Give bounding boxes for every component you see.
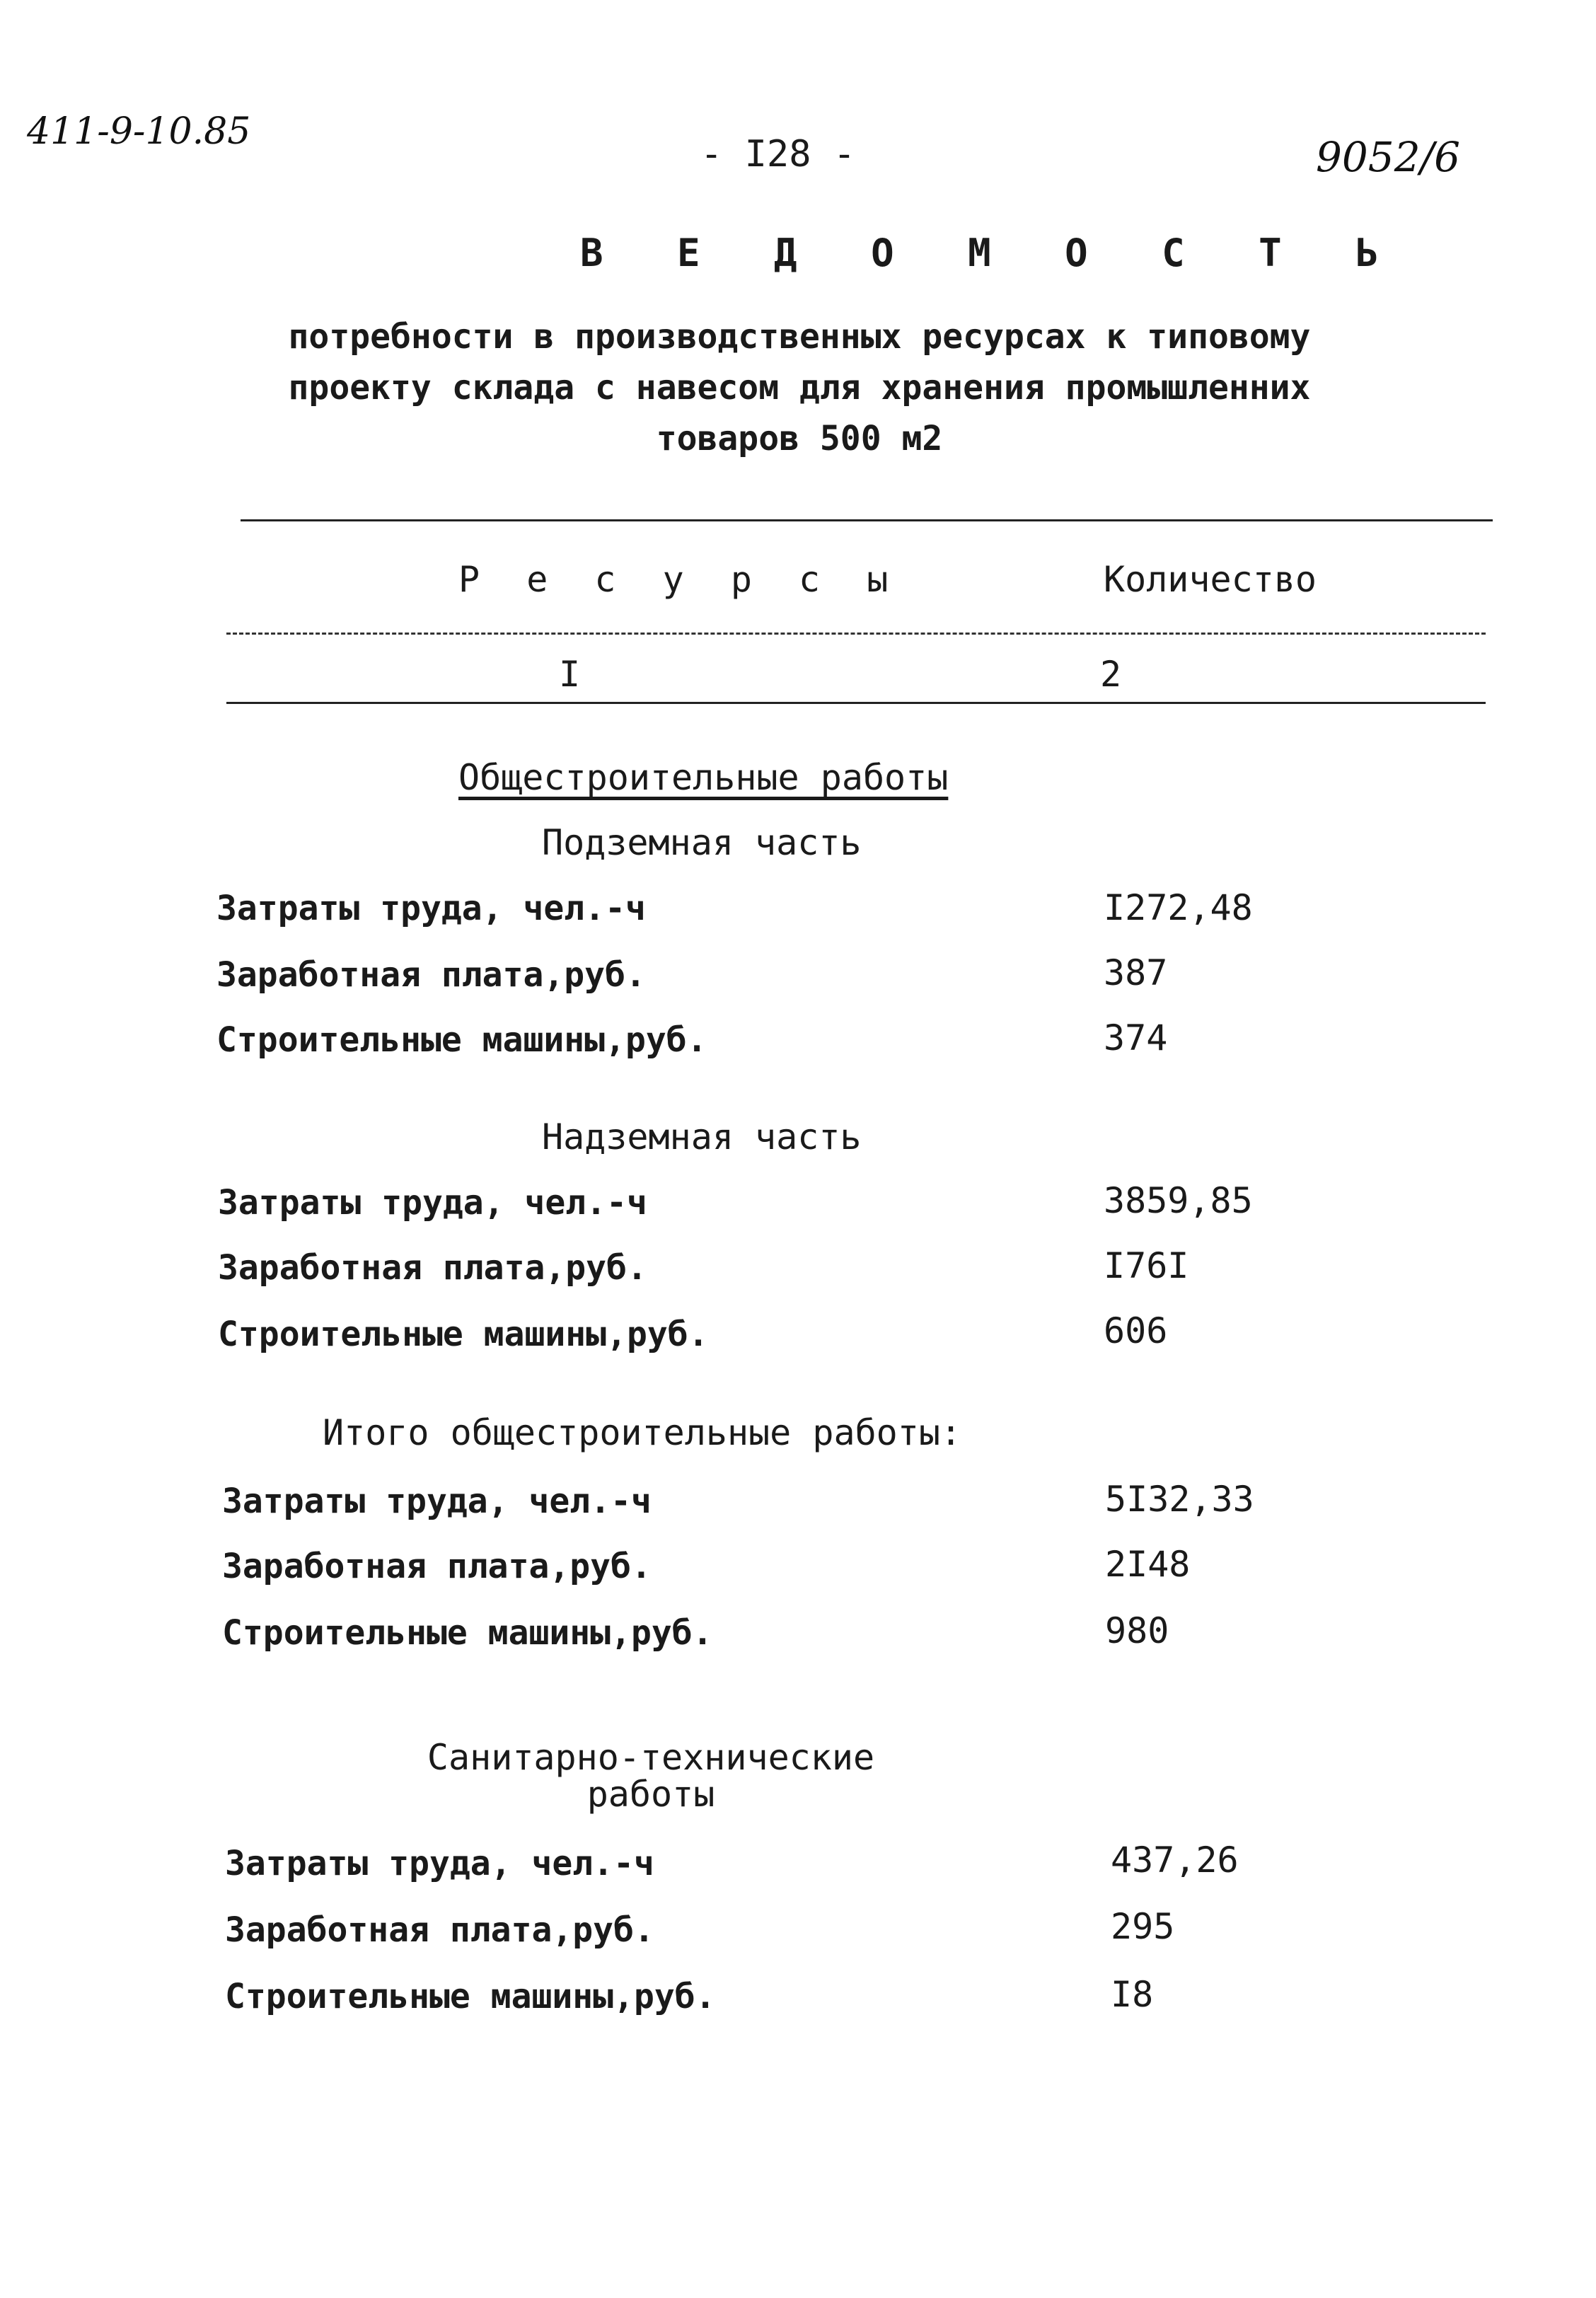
row-value: 5I32,33: [1105, 1479, 1254, 1520]
row-label: Строительные машины,руб.: [218, 1315, 709, 1354]
row-label: Строительные машины,руб.: [216, 1020, 707, 1060]
subtitle-line-1: потребности в производственных ресурсах к типовому: [288, 317, 1311, 357]
subtitle-line-2: проекту склада с навесом для хранения промышленних: [288, 368, 1311, 408]
subheading-aboveground: Надземная часть: [542, 1116, 862, 1157]
row-label: Заработная плата,руб.: [218, 1248, 647, 1288]
column-header-quantity: Количество: [1104, 559, 1317, 600]
sheet-reference: 9052/6: [1316, 133, 1461, 181]
row-label: Затраты труда, чел.-ч: [225, 1844, 654, 1883]
row-label: Заработная плата,руб.: [216, 955, 646, 995]
row-label: Строительные машины,руб.: [225, 1977, 716, 2016]
row-value: 295: [1111, 1906, 1175, 1947]
row-value: I272,48: [1104, 887, 1253, 928]
row-value: 3859,85: [1104, 1180, 1253, 1221]
row-value: I76I: [1104, 1245, 1189, 1286]
table-numbering-rule: [226, 702, 1486, 704]
section-heading-general-construction: Общестроительные работы: [458, 757, 949, 798]
subheading-underground: Подземная часть: [542, 822, 862, 863]
table-top-rule: [241, 519, 1493, 521]
document-subtitle: [269, 311, 1330, 464]
page-number: - I28 -: [700, 133, 856, 175]
row-label: Заработная плата,руб.: [225, 1910, 654, 1950]
row-label: Затраты труда, чел.-ч: [216, 889, 646, 928]
row-label: Строительные машины,руб.: [222, 1613, 713, 1653]
row-value: 606: [1104, 1310, 1168, 1351]
subheading-total-general: Итого общестроительные работы:: [323, 1412, 962, 1453]
subheading-sanitary: [382, 1739, 920, 1813]
column-number-2: 2: [1100, 654, 1122, 695]
row-label: Затраты труда, чел.-ч: [218, 1183, 647, 1223]
column-number-1: I: [559, 654, 581, 695]
row-value: 437,26: [1111, 1840, 1239, 1881]
row-value: 374: [1104, 1017, 1168, 1058]
row-label: Затраты труда, чел.-ч: [222, 1482, 652, 1521]
row-label: Заработная плата,руб.: [222, 1547, 652, 1586]
subheading-sanitary-line-1: Санитарно-технические: [427, 1737, 875, 1778]
row-value: 387: [1104, 952, 1168, 993]
row-value: 2I48: [1105, 1544, 1191, 1585]
document-title: В Е Д О М О С Т Ь: [580, 231, 1404, 275]
table-header-rule: [226, 633, 1486, 635]
row-value: I8: [1111, 1974, 1154, 2015]
doc-code: 411-9-10.85: [27, 110, 251, 153]
subheading-sanitary-line-2: работы: [586, 1774, 715, 1815]
column-header-resources: Р е с у р с ы: [458, 559, 901, 600]
row-value: 980: [1105, 1610, 1169, 1651]
subtitle-line-3: товаров 500 м2: [656, 419, 943, 458]
